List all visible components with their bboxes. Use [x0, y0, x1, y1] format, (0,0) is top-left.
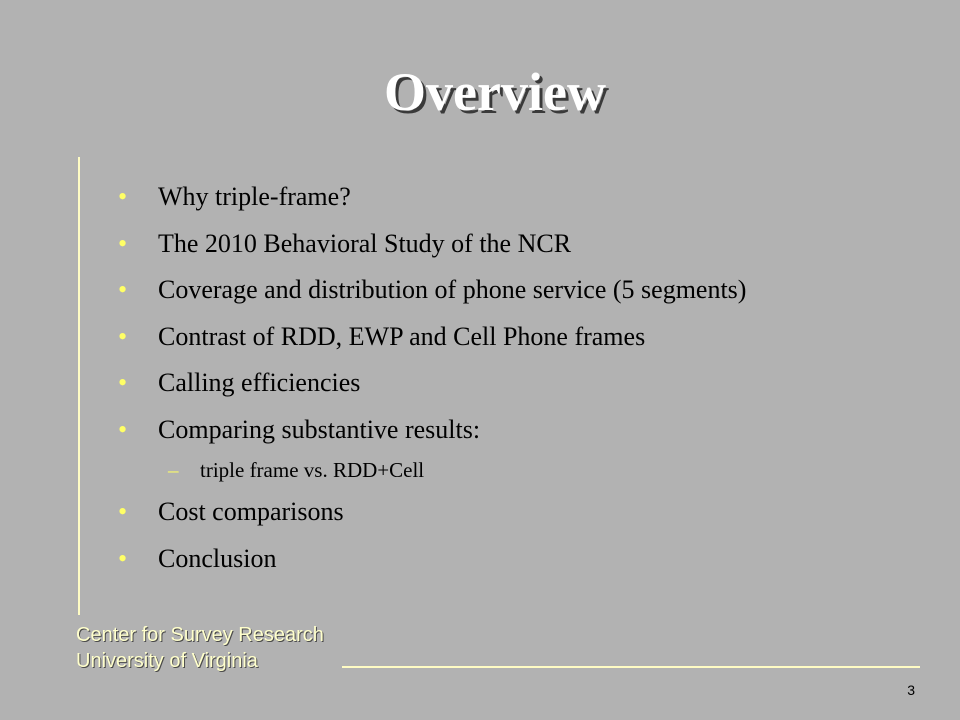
bullet-text: The 2010 Behavioral Study of the NCR: [158, 228, 572, 258]
footer-organization: [76, 622, 324, 674]
bullet-marker: •: [118, 543, 128, 573]
bullet-marker: •: [118, 182, 128, 211]
bullet-marker: •: [118, 497, 128, 526]
bullet-text: Coverage and distribution of phone service (5 segments): [158, 275, 747, 304]
bullet-marker: •: [118, 275, 128, 304]
slide-title: Overview: [384, 62, 606, 122]
bullet-text: Contrast of RDD, EWP and Cell Phone frames: [158, 321, 646, 351]
bullet-item: [118, 182, 746, 229]
sub-bullet-text: triple frame vs. RDD+Cell: [200, 458, 425, 482]
bullet-marker: •: [118, 228, 128, 258]
bullet-text: Calling efficiencies: [158, 368, 361, 397]
bullet-text: Cost comparisons: [158, 497, 344, 526]
bullet-marker: •: [118, 414, 128, 444]
footer-line-2: University of Virginia: [76, 650, 258, 672]
bullet-list: [118, 182, 746, 590]
bullet-marker: •: [118, 321, 128, 351]
bullet-item: [118, 368, 746, 415]
bullet-text: Why triple-frame?: [158, 182, 351, 211]
sub-bullet-item: [118, 457, 746, 497]
vertical-rule: [78, 157, 80, 615]
footer-line-1: Center for Survey Research: [76, 624, 324, 646]
bullet-text: Comparing substantive results:: [158, 414, 481, 444]
bullet-text: Conclusion: [158, 543, 277, 573]
bullet-marker: •: [118, 368, 128, 397]
horizontal-rule: [342, 666, 920, 668]
bullet-item: [118, 497, 746, 544]
sub-bullet-marker: –: [168, 458, 179, 482]
bullet-item: [118, 275, 746, 322]
bullet-item: [118, 322, 746, 369]
bullet-item: [118, 415, 746, 462]
bullet-item: [118, 544, 746, 591]
bullet-item: [118, 229, 746, 276]
page-number: 3: [907, 682, 915, 698]
